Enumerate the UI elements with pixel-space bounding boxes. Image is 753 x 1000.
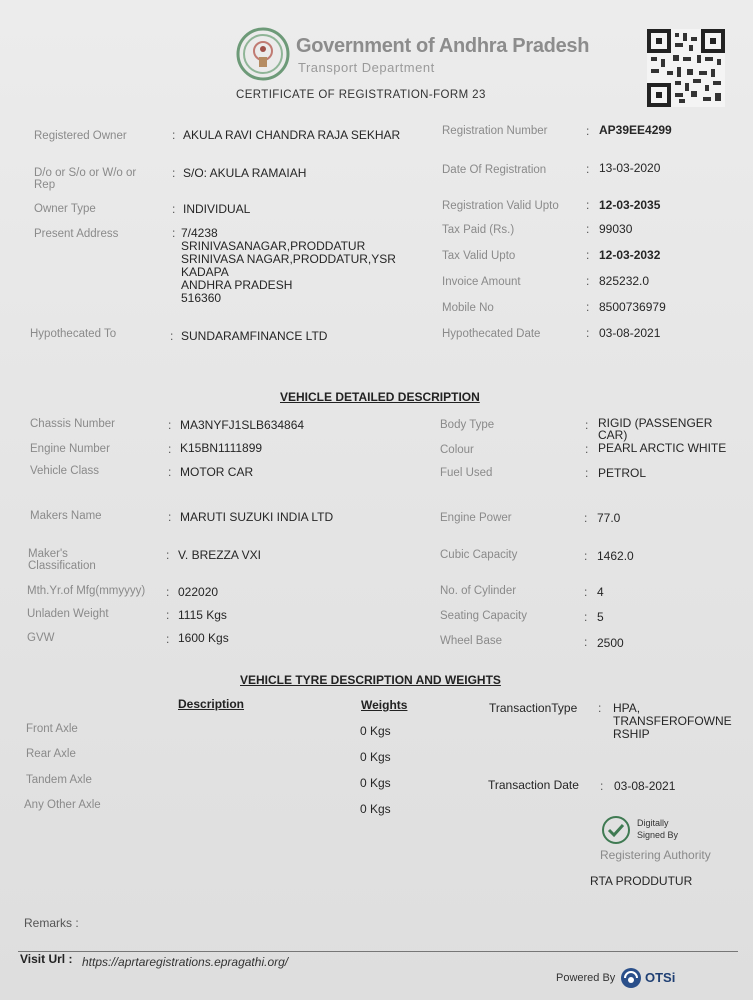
makers-classification-value: V. BREZZA VXI <box>178 548 261 562</box>
registered-owner-label: Registered Owner <box>34 130 127 142</box>
colour-label: Colour <box>440 444 474 456</box>
signed-by-text: Signed By <box>637 830 679 840</box>
cubic-capacity-label: Cubic Capacity <box>440 549 518 561</box>
invoice-amount-label: Invoice Amount <box>442 276 521 288</box>
colon: : <box>585 418 589 432</box>
engine-number-label: Engine Number <box>30 443 110 455</box>
colon: : <box>172 166 176 180</box>
colon: : <box>168 442 172 456</box>
unladen-weight-label: Unladen Weight <box>27 608 109 620</box>
vehicle-description-heading: VEHICLE DETAILED DESCRIPTION <box>280 390 480 404</box>
engine-power-label: Engine Power <box>440 512 512 524</box>
registration-valid-upto-label: Registration Valid Upto <box>442 200 559 212</box>
tyre-row-weight: 0 Kgs <box>360 750 391 764</box>
government-title: Government of Andhra Pradesh <box>296 35 590 57</box>
hypothecated-to-value: SUNDARAMFINANCE LTD <box>181 329 328 343</box>
digital-signature-check-icon <box>601 815 631 845</box>
tyre-row-label: Front Axle <box>26 723 78 735</box>
colon: : <box>585 442 589 456</box>
engine-power-value: 77.0 <box>597 511 621 525</box>
date-of-registration-label: Date Of Registration <box>442 164 547 176</box>
owner-type-label: Owner Type <box>34 203 96 215</box>
colour-value: PEARL ARCTIC WHITE <box>598 441 727 455</box>
registration-number-label: Registration Number <box>442 125 548 137</box>
unladen-weight-value: 1115 Kgs <box>178 608 227 622</box>
colon: : <box>584 610 588 624</box>
colon: : <box>166 585 170 599</box>
colon: : <box>584 585 588 599</box>
visit-url-link[interactable]: https://aprtaregistrations.epragathi.org/ <box>82 955 289 969</box>
present-address-value: 7/4238 SRINIVASANAGAR,PRODDATUR SRINIVASA NAGAR,PRODDATUR,YSR KADAPA ANDHRA PRADESH 516360 <box>181 226 396 305</box>
visit-url-label: Visit Url : <box>20 952 73 966</box>
tax-valid-upto-label: Tax Valid Upto <box>442 250 516 262</box>
description-column-header: Description <box>178 697 245 711</box>
colon: : <box>168 465 172 479</box>
transaction-date-label: Transaction Date <box>488 778 579 792</box>
wheel-base-label: Wheel Base <box>440 635 503 647</box>
body-type-label: Body Type <box>440 419 495 431</box>
otsi-logo-icon <box>620 967 642 989</box>
tyre-row-weight: 0 Kgs <box>360 802 391 816</box>
relation-label: D/o or S/o or W/o or Rep <box>34 167 137 191</box>
chassis-number-value: MA3NYFJ1SLB634864 <box>180 418 305 432</box>
registration-number-value: AP39EE4299 <box>599 123 672 137</box>
vehicle-class-label: Vehicle Class <box>30 465 100 477</box>
tyre-row-weight: 0 Kgs <box>360 724 391 738</box>
mfg-label: Mth.Yr.of Mfg(mmyyyy) <box>27 585 146 597</box>
hypothecated-date-value: 03-08-2021 <box>599 326 661 340</box>
weights-column-header: Weights <box>361 698 408 712</box>
registered-owner-value: AKULA RAVI CHANDRA RAJA SEKHAR <box>183 128 401 142</box>
makers-name-label: Makers Name <box>30 510 102 522</box>
colon: : <box>168 510 172 524</box>
present-address-label: Present Address <box>34 228 119 240</box>
powered-by-text: Powered By <box>556 972 616 984</box>
tax-valid-upto-value: 12-03-2032 <box>599 248 661 262</box>
hypothecated-to-label: Hypothecated To <box>30 328 117 340</box>
colon: : <box>586 198 590 212</box>
colon: : <box>586 300 590 314</box>
tyre-row-weight: 0 Kgs <box>360 776 391 790</box>
owner-type-value: INDIVIDUAL <box>183 202 251 216</box>
seating-capacity-value: 5 <box>597 610 604 624</box>
vehicle-class-value: MOTOR CAR <box>180 465 254 479</box>
cylinders-value: 4 <box>597 585 604 599</box>
tyre-row-label: Rear Axle <box>26 748 76 760</box>
makers-classification-label: Maker's Classification <box>28 548 96 572</box>
makers-name-value: MARUTI SUZUKI INDIA LTD <box>180 510 334 524</box>
colon: : <box>586 326 590 340</box>
tyre-row-label: Any Other Axle <box>24 799 101 811</box>
tyre-description-heading: VEHICLE TYRE DESCRIPTION AND WEIGHTS <box>240 673 501 687</box>
colon: : <box>170 329 174 343</box>
invoice-amount-value: 825232.0 <box>599 274 650 288</box>
colon: : <box>586 222 590 236</box>
digitally-text: Digitally <box>637 818 669 828</box>
andhra-pradesh-emblem-icon <box>236 27 290 81</box>
body-type-value: RIGID (PASSENGER CAR) <box>598 416 713 442</box>
colon: : <box>172 226 176 240</box>
qr-code-icon <box>647 29 725 107</box>
seating-capacity-label: Seating Capacity <box>440 610 527 622</box>
registering-authority-text: Registering Authority <box>600 848 711 862</box>
colon: : <box>586 274 590 288</box>
hypothecated-date-label: Hypothecated Date <box>442 328 541 340</box>
transaction-type-label: TransactionType <box>489 701 578 715</box>
remarks-label: Remarks : <box>24 916 79 930</box>
colon: : <box>166 608 170 622</box>
mfg-value: 022020 <box>178 585 219 599</box>
colon: : <box>598 701 602 715</box>
relation-value: S/O: AKULA RAMAIAH <box>183 166 307 180</box>
engine-number-value: K15BN1111899 <box>180 441 263 455</box>
date-of-registration-value: 13-03-2020 <box>599 161 661 175</box>
colon: : <box>586 124 590 138</box>
footer-divider <box>18 951 738 952</box>
tax-paid-value: 99030 <box>599 222 633 236</box>
fuel-used-label: Fuel Used <box>440 467 493 479</box>
gvw-label: GVW <box>27 632 55 644</box>
mobile-no-value: 8500736979 <box>599 300 666 314</box>
gvw-value: 1600 Kgs <box>178 631 229 645</box>
cubic-capacity-value: 1462.0 <box>597 549 634 563</box>
cylinders-label: No. of Cylinder <box>440 585 517 597</box>
fuel-used-value: PETROL <box>598 466 647 480</box>
transaction-date-value: 03-08-2021 <box>614 779 676 793</box>
tax-paid-label: Tax Paid (Rs.) <box>442 224 515 236</box>
wheel-base-value: 2500 <box>597 636 624 650</box>
colon: : <box>172 202 176 216</box>
colon: : <box>584 635 588 649</box>
colon: : <box>172 128 176 142</box>
colon: : <box>168 418 172 432</box>
tyre-row-label: Tandem Axle <box>26 774 92 786</box>
colon: : <box>584 511 588 525</box>
rta-office: RTA PRODDUTUR <box>590 874 693 888</box>
certificate-title: CERTIFICATE OF REGISTRATION-FORM 23 <box>236 89 486 101</box>
transaction-type-value: HPA, TRANSFEROFOWNE RSHIP <box>613 701 732 741</box>
colon: : <box>586 248 590 262</box>
registration-valid-upto-value: 12-03-2035 <box>599 198 661 212</box>
colon: : <box>166 632 170 646</box>
mobile-no-label: Mobile No <box>442 302 494 314</box>
colon: : <box>585 466 589 480</box>
colon: : <box>584 549 588 563</box>
department-title: Transport Department <box>298 60 435 75</box>
chassis-number-label: Chassis Number <box>30 418 115 430</box>
colon: : <box>586 162 590 176</box>
otsi-brand: OTSi <box>645 970 676 985</box>
colon: : <box>600 779 604 793</box>
colon: : <box>166 548 170 562</box>
